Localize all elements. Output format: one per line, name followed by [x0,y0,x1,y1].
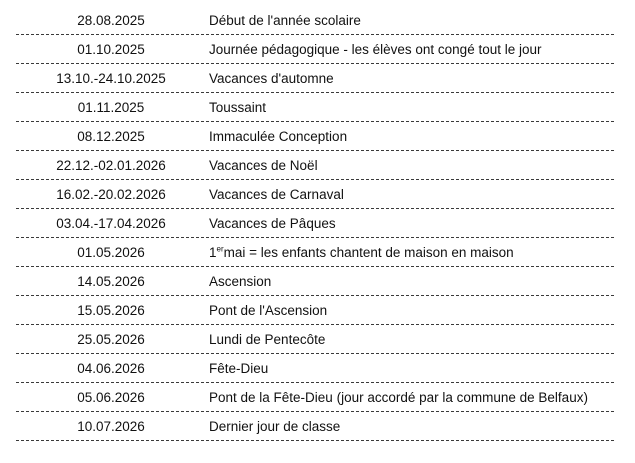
row-date: 16.02.-20.02.2026 [56,186,166,202]
calendar-row [16,122,614,151]
row-event: Pont de l'Ascension [209,302,328,318]
row-date: 28.08.2025 [77,12,145,28]
calendar-row [16,64,614,93]
row-date: 14.05.2026 [77,273,145,289]
row-date: 01.10.2025 [77,41,145,57]
row-event: Dernier jour de classe [209,418,341,434]
calendar-row [16,93,614,122]
row-event: Fête-Dieu [209,360,269,376]
row-date: 05.06.2026 [77,389,145,405]
row-date: 25.05.2026 [77,331,145,347]
school-calendar-table [16,6,614,441]
row-event [206,245,614,260]
row-event: Vacances de Noël [209,157,318,173]
row-date: 08.12.2025 [77,128,145,144]
calendar-row [16,151,614,180]
row-event: Journée pédagogique - les élèves ont congé tout le jour [209,41,542,57]
row-date: 01.05.2026 [77,244,145,260]
calendar-row [16,180,614,209]
calendar-row [16,267,614,296]
row-date: 22.12.-02.01.2026 [56,157,166,173]
calendar-row [16,354,614,383]
row-date: 15.05.2026 [77,302,145,318]
calendar-row [16,238,614,267]
calendar-row [16,383,614,412]
row-event: Ascension [209,273,272,289]
row-event: Vacances de Pâques [209,215,336,231]
calendar-row [16,209,614,238]
event-superscript: er [216,244,224,253]
calendar-row [16,6,614,35]
row-date: 01.11.2025 [77,99,145,115]
row-event: Vacances de Carnaval [209,186,344,202]
row-event: Toussaint [209,99,267,115]
event-prefix: 1 [209,244,217,260]
row-event: Lundi de Pentecôte [209,331,326,347]
event-rest: mai = les enfants chantent de maison en maison [223,244,514,260]
calendar-row [16,412,614,441]
row-date: 10.07.2026 [77,418,145,434]
row-event: Début de l'année scolaire [209,12,361,28]
row-date: 04.06.2026 [77,360,145,376]
row-event: Immaculée Conception [209,128,348,144]
calendar-row [16,296,614,325]
row-date: 13.10.-24.10.2025 [56,70,166,86]
row-date: 03.04.-17.04.2026 [56,215,166,231]
row-event: Pont de la Fête-Dieu (jour accordé par la commune de Belfaux) [209,389,588,405]
calendar-row [16,35,614,64]
row-event: Vacances d'automne [209,70,334,86]
calendar-row [16,325,614,354]
